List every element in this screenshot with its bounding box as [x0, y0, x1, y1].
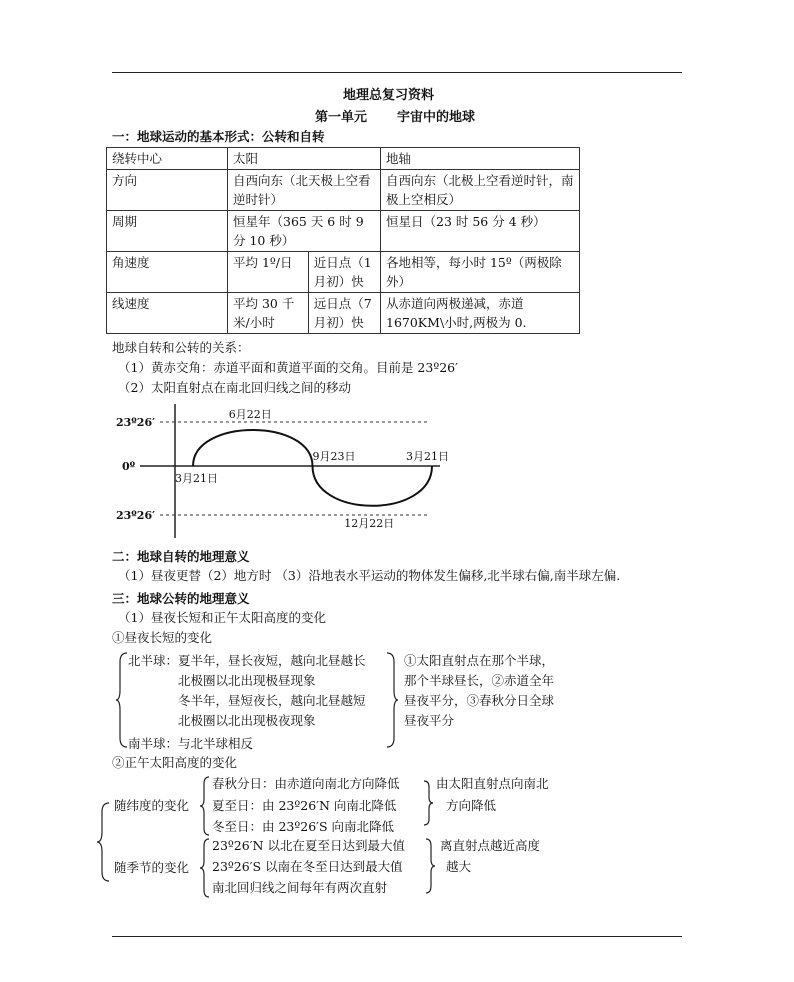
season-item-1: 23º26′N 以北在夏至日达到最大值	[212, 838, 405, 853]
left-brace-icon	[116, 652, 128, 748]
unit-label: 第一单元	[315, 110, 368, 125]
north-line-1: 北半球：夏半年，昼长夜短，越向北昼越长	[128, 653, 366, 668]
section3-sub1: （1）昼夜长短和正午太阳高度的变化	[118, 610, 326, 625]
season-note-1: 离直射点越近高度	[440, 838, 541, 853]
note-line-2: 那个半球昼长，②赤道全年	[404, 673, 555, 688]
table-cell: 线速度	[107, 293, 228, 334]
north-line-3: 冬半年，昼短夜长，越向北昼越短	[178, 693, 366, 708]
relation-2: （2）太阳直射点在南北回归线之间的移动	[118, 380, 351, 395]
motion-table	[106, 147, 580, 334]
lat-item-1: 春秋分日：由赤道向南北方向降低	[212, 776, 400, 791]
lat-note-1: 由太阳直射点向南北	[436, 776, 549, 791]
outer-brace-icon	[96, 802, 110, 882]
table-cell: 周期	[107, 211, 228, 252]
date-label: 6月22日	[228, 408, 272, 421]
table-cell: 平均 30 千米/小时	[228, 293, 309, 334]
season-label: 随季节的变化	[114, 860, 190, 875]
lat-label: 随纬度的变化	[114, 798, 190, 813]
lat-item-3: 冬至日：由 23º26′S 向南北降低	[212, 819, 395, 834]
table-cell: 平均 1º/日	[228, 252, 309, 293]
relation-1: （1）黄赤交角：赤道平面和黄道平面的交角。目前是 23º26′	[118, 360, 458, 375]
section3-sub1a: ①昼夜长短的变化	[112, 630, 213, 645]
section2-text: （1）昼夜更替（2）地方时 （3）沿地表水平运动的物体发生偏移,北半球右偏,南半球左偏.	[118, 568, 621, 583]
table-row	[107, 252, 580, 293]
table-cell: 自西向东（北天极上空看逆时针）	[228, 170, 381, 211]
table-cell: 各地相等，每小时 15º（两极除外）	[381, 252, 580, 293]
table-cell: 恒星年（365 天 6 时 9 分 10 秒）	[228, 211, 381, 252]
season-item-2: 23º26′S 以南在冬至日达到最大值	[212, 859, 403, 874]
section2-heading: 二：地球自转的地理意义	[112, 549, 250, 564]
table-row	[107, 293, 580, 334]
season-right-brace-icon	[425, 838, 435, 894]
table-row	[107, 170, 580, 211]
north-line-2: 北极圈以北出现极昼现象	[178, 673, 316, 688]
north-line-4: 北极圈以北出现极夜现象	[178, 713, 316, 728]
note-line-1: ①太阳直射点在那个半球，	[404, 653, 555, 668]
season-note-2: 越大	[446, 859, 472, 874]
season-brace-icon	[200, 838, 210, 898]
date-label: 3月21日	[175, 472, 218, 485]
date-label: 12月22日	[344, 517, 395, 530]
table-cell: 近日点（1 月初）快	[308, 252, 380, 293]
note-line-4: 昼夜平分	[404, 713, 455, 728]
lat-brace-icon	[200, 776, 210, 836]
table-cell: 恒星日（23 时 56 分 4 秒）	[381, 211, 580, 252]
table-cell: 角速度	[107, 252, 228, 293]
lat-item-2: 夏至日：由 23º26′N 向南北降低	[212, 798, 397, 813]
table-row	[107, 148, 580, 170]
table-cell: 太阳	[228, 148, 381, 170]
table-cell: 自西向东（北极上空看逆时针，南极上空相反）	[381, 170, 580, 211]
section3-sub1b: ②正午太阳高度的变化	[112, 755, 238, 770]
table-cell: 远日点（7 月初）快	[308, 293, 380, 334]
note-line-3: 昼夜平分，③春秋分日全球	[404, 693, 555, 708]
lat-right-brace-icon	[423, 780, 433, 826]
section1-heading: 一：地球运动的基本形式：公转和自转	[112, 129, 325, 144]
y-label-south: 23º26′	[116, 509, 156, 522]
table-cell: 方向	[107, 170, 228, 211]
y-label-equator: 0º	[122, 460, 136, 473]
season-item-3: 南北回归线之间每年有两次直射	[212, 880, 388, 895]
relation-title: 地球自转和公转的关系：	[112, 340, 250, 355]
table-row	[107, 211, 580, 252]
south-line: 南半球：与北半球相反	[128, 736, 254, 751]
section3-heading: 三：地球公转的地理意义	[112, 591, 250, 606]
page-title: 地理总复习资料	[343, 88, 435, 103]
migration-curve	[193, 430, 432, 506]
right-brace-icon	[386, 652, 398, 748]
date-label: 3月21日	[406, 450, 449, 463]
bottom-rule	[112, 936, 682, 937]
y-label-north: 23º26′	[116, 416, 156, 429]
table-cell: 绕转中心	[107, 148, 228, 170]
unit-title: 宇宙中的地球	[397, 110, 476, 125]
table-cell: 从赤道向两极递减，赤道 1670KM\小时,两极为 0.	[381, 293, 580, 334]
top-rule	[112, 72, 682, 73]
table-cell: 地轴	[381, 148, 580, 170]
date-label: 9月23日	[312, 450, 356, 463]
lat-note-2: 方向降低	[446, 798, 497, 813]
